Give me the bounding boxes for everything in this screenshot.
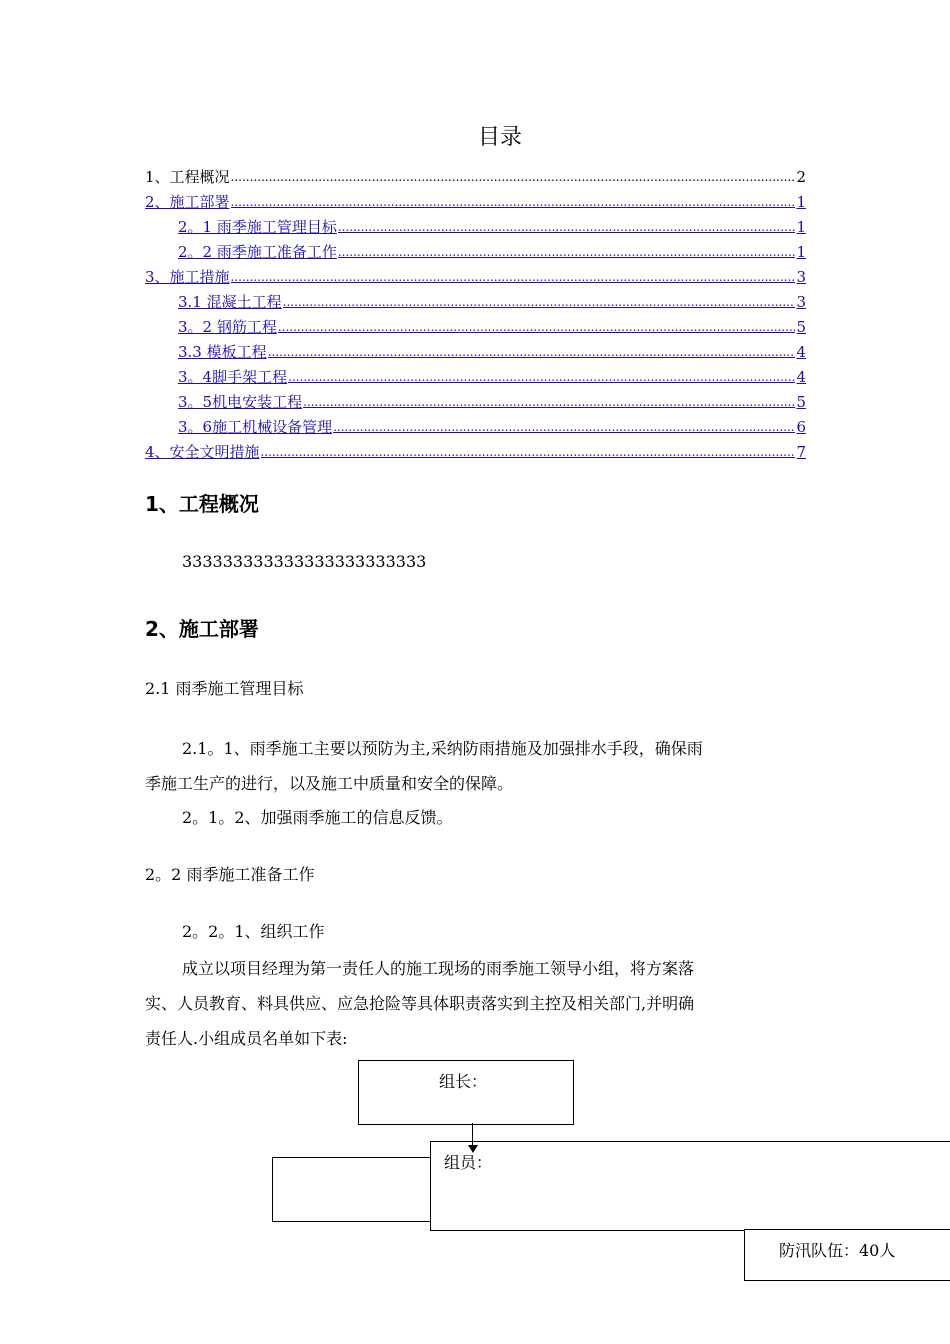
toc-item-title: 3.1 混凝土工程 bbox=[178, 293, 282, 311]
toc-leader-dots bbox=[261, 443, 796, 461]
toc-title: 目录 bbox=[477, 125, 522, 150]
toc-item[interactable] bbox=[145, 262, 806, 286]
paragraph-2-1-1-line1: 2.1。1、雨季施工主要以预防为主,采纳防雨措施及加强排水手段，确保雨 bbox=[182, 739, 703, 758]
flood-team-box bbox=[744, 1229, 950, 1281]
toc-item-title: 3。6施工机械设备管理 bbox=[178, 418, 333, 436]
toc-item[interactable] bbox=[178, 362, 806, 386]
toc-item-title: 3。4脚手架工程 bbox=[178, 368, 288, 386]
toc-item-title: 3。2 钢筋工程 bbox=[178, 318, 277, 336]
toc-item[interactable] bbox=[178, 387, 806, 411]
toc-item[interactable] bbox=[178, 287, 806, 311]
toc-item-page: 4 bbox=[796, 368, 806, 386]
toc-item[interactable] bbox=[145, 437, 806, 461]
paragraph-2-1-1-line2: 季施工生产的进行，以及施工中质量和安全的保障。 bbox=[145, 774, 514, 793]
toc-item-page: 5 bbox=[796, 393, 806, 411]
flood-team-label: 防汛队伍：40人 bbox=[779, 1241, 896, 1260]
toc-leader-dots bbox=[303, 393, 795, 411]
toc-leader-dots bbox=[283, 293, 796, 311]
toc-item[interactable] bbox=[178, 412, 806, 436]
toc-item[interactable] bbox=[178, 312, 806, 336]
toc-item bbox=[145, 162, 806, 186]
section-1-heading: 1、工程概况 bbox=[145, 492, 259, 516]
paragraph-2-2-1: 2。2。1、组织工作 bbox=[182, 922, 325, 941]
toc-item[interactable] bbox=[145, 187, 806, 211]
toc-item-page: 1 bbox=[796, 243, 806, 261]
toc-item[interactable] bbox=[178, 237, 806, 261]
toc-item-title: 2。1 雨季施工管理目标 bbox=[178, 218, 337, 236]
toc-item-title: 1、工程概况 bbox=[145, 168, 230, 186]
subsection-2-1-heading: 2.1 雨季施工管理目标 bbox=[145, 679, 304, 698]
toc-item-page: 6 bbox=[796, 418, 806, 436]
toc-item-page: 4 bbox=[796, 343, 806, 361]
toc-item-page: 7 bbox=[796, 443, 806, 461]
toc-item-title: 3.3 模板工程 bbox=[178, 343, 267, 361]
toc-leader-dots bbox=[278, 318, 796, 336]
paragraph-2-2-1-body-line3: 责任人.小组成员名单如下表: bbox=[145, 1029, 348, 1048]
arrow-down-icon bbox=[468, 1145, 478, 1153]
toc-leader-dots bbox=[338, 243, 796, 261]
toc-item-page: 3 bbox=[796, 268, 806, 286]
paragraph-2-2-1-body-line2: 实、人员教育、料具供应、应急抢险等具体职责落实到主控及相关部门,并明确 bbox=[145, 994, 695, 1013]
toc-item-title: 2、施工部署 bbox=[145, 193, 230, 211]
paragraph-2-1-2: 2。1。2、加强雨季施工的信息反馈。 bbox=[182, 808, 453, 827]
toc-item-page: 5 bbox=[796, 318, 806, 336]
leader-box bbox=[358, 1060, 574, 1125]
members-label: 组员： bbox=[444, 1153, 493, 1172]
toc-leader-dots bbox=[338, 218, 796, 236]
toc-item-page: 2 bbox=[796, 168, 806, 186]
toc-leader-dots bbox=[288, 368, 795, 386]
toc-leader-dots bbox=[231, 268, 796, 286]
toc-item[interactable] bbox=[178, 337, 806, 361]
toc-item-page: 3 bbox=[796, 293, 806, 311]
toc-leader-dots bbox=[268, 343, 796, 361]
subsection-2-2-heading: 2。2 雨季施工准备工作 bbox=[145, 865, 315, 884]
members-box bbox=[430, 1141, 950, 1231]
toc-leader-dots bbox=[333, 418, 795, 436]
toc-item-page: 1 bbox=[796, 193, 806, 211]
toc-item-title: 4、安全文明措施 bbox=[145, 443, 260, 461]
section-1-body: 333333333333333333333333 bbox=[182, 552, 427, 571]
toc-item-title: 3、施工措施 bbox=[145, 268, 230, 286]
toc-item-page: 1 bbox=[796, 218, 806, 236]
toc-item-title: 3。5机电安装工程 bbox=[178, 393, 303, 411]
paragraph-2-2-1-body-line1: 成立以项目经理为第一责任人的施工现场的雨季施工领导小组，将方案落 bbox=[182, 959, 695, 978]
section-2-heading: 2、施工部署 bbox=[145, 617, 259, 641]
toc-leader-dots bbox=[231, 168, 796, 186]
toc-leader-dots bbox=[231, 193, 796, 211]
toc-item[interactable] bbox=[178, 212, 806, 236]
toc-item-title: 2。2 雨季施工准备工作 bbox=[178, 243, 337, 261]
blank-box bbox=[272, 1157, 444, 1222]
leader-label: 组长： bbox=[439, 1072, 488, 1091]
